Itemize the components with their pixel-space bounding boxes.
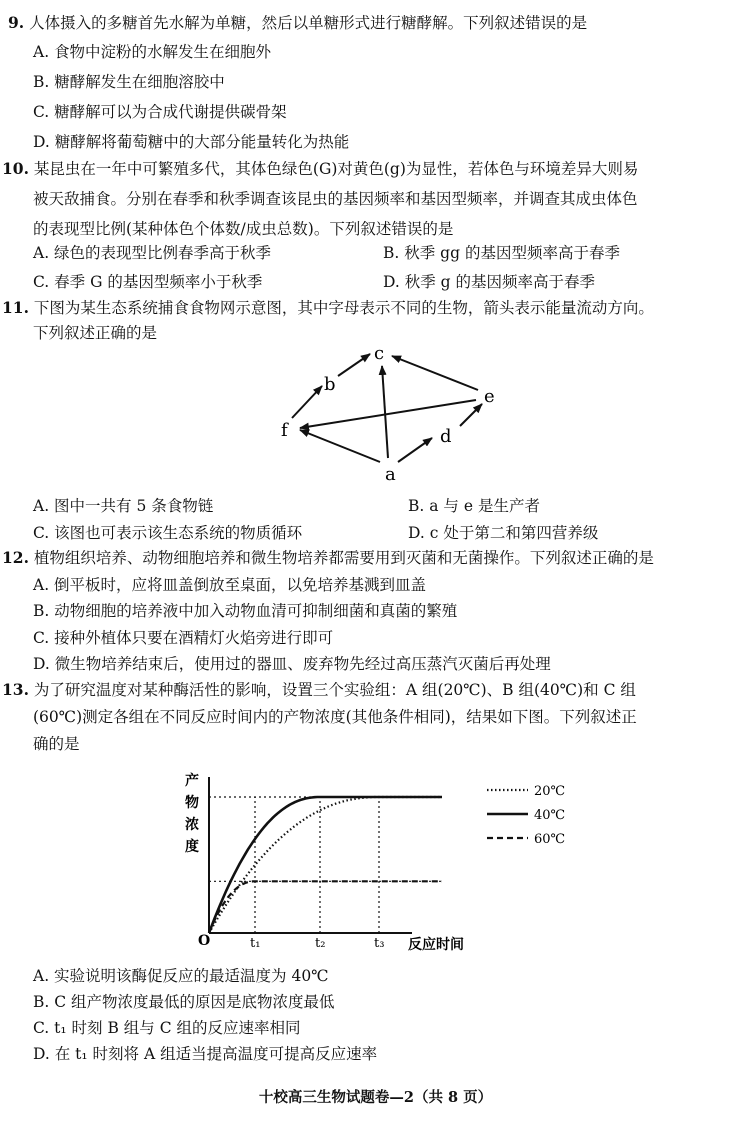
q13-stem-line-2: (60℃)测定各组在不同反应时间内的产物浓度(其他条件相同)，结果如下图。下列叙述正 [33,708,637,726]
q10-option-b: B. 秋季 gg 的基因型频率高于春季 [383,244,620,262]
q10-option-d: D. 秋季 g 的基因频率高于春季 [383,273,596,291]
q13-option-c: C. t₁ 时刻 B 组与 C 组的反应速率相同 [33,1019,301,1037]
q11-option-b: B. a 与 e 是生产者 [408,497,540,515]
node-e: e [484,386,495,407]
origin-label: O [198,933,211,949]
arrow-a-to-d [398,438,432,462]
q13-number: 13. [2,680,29,699]
q10-number: 10. [2,159,29,178]
q9-stem-text: 人体摄入的多糖首先水解为单糖，然后以单糖形式进行糖酵解。下列叙述错误的是 [29,14,588,32]
node-d: d [440,426,452,447]
q12-number: 12. [2,548,29,567]
q9-option-a: A. 食物中淀粉的水解发生在细胞外 [33,43,272,61]
y-axis-label-char: 物 [185,795,199,811]
q10-stem-line-2: 被天敌捕食。分别在春季和秋季调查该昆虫的基因频率和基因型频率，并调查其成虫体色 [33,190,638,208]
x-axis-label: 反应时间 [408,937,464,953]
node-c: c [374,343,385,364]
q11-number: 11. [2,298,29,317]
arrow-e-to-f [300,400,476,428]
q12-option-d: D. 微生物培养结束后，使用过的器皿、废弃物先经过高压蒸汽灭菌后再处理 [33,655,551,673]
q11-option-c: C. 该图也可表示该生态系统的物质循环 [33,524,303,542]
y-axis-label-char: 浓 [185,817,199,833]
q10-stem-line-3: 的表现型比例(某种体色个体数/成虫总数)。下列叙述错误的是 [33,220,454,238]
q12-option-a: A. 倒平板时，应将皿盖倒放至桌面，以免培养基溅到皿盖 [33,576,427,594]
legend-label: 60℃ [534,832,566,847]
q13-option-a: A. 实验说明该酶促反应的最适温度为 40℃ [33,967,329,985]
q9-option-d: D. 糖酵解将葡萄糖中的大部分能量转化为热能 [33,133,350,151]
arrow-d-to-e [460,404,482,426]
series-line-60℃ [209,881,442,933]
q11-stem-line-2: 下列叙述正确的是 [33,324,158,342]
arrow-a-to-f [300,430,380,462]
q9-number: 9. [8,13,25,32]
q12-option-b: B. 动物细胞的培养液中加入动物血清可抑制细菌和真菌的繁殖 [33,602,458,620]
q9-stem [8,12,587,34]
q13-stem-line-1 [2,679,636,701]
legend-label: 40℃ [534,808,566,823]
q12-stem-text: 植物组织培养、动物细胞培养和微生物培养都需要用到灭菌和无菌操作。下列叙述正确的是 [33,549,654,567]
arrow-f-to-b [292,386,322,418]
q12-option-c: C. 接种外植体只要在酒精灯火焰旁进行即可 [33,629,334,647]
q10-option-c: C. 春季 G 的基因型频率小于秋季 [33,273,263,291]
series-line-40℃ [209,797,442,933]
legend-label: 20℃ [534,784,566,799]
q12-stem [2,547,654,569]
y-axis-label-char: 度 [185,839,199,855]
page-footer: 十校高三生物试题卷—2（共 8 页） [258,1089,493,1106]
q13-option-d: D. 在 t₁ 时刻将 A 组适当提高温度可提高反应速率 [33,1045,378,1063]
arrow-e-to-c [392,356,478,390]
series-line-20℃ [209,797,442,933]
q11-option-d: D. c 处于第二和第四营养级 [408,524,599,542]
q13-option-b: B. C 组产物浓度最低的原因是底物浓度最低 [33,993,335,1011]
x-tick-label: t₁ [250,936,261,951]
node-a: a [385,464,396,485]
x-tick-label: t₂ [315,936,326,951]
q13-stem-line-3: 确的是 [33,735,80,753]
arrow-a-to-c [382,366,388,458]
enzyme-temperature-chart [180,765,580,960]
arrow-b-to-c [338,354,370,376]
y-axis-label-char: 产 [185,773,199,789]
q11-stem-text-1: 下图为某生态系统捕食食物网示意图，其中字母表示不同的生物，箭头表示能量流动方向。 [33,299,654,317]
q13-stem-text-1: 为了研究温度对某种酶活性的影响，设置三个实验组：A 组(20℃)、B 组(40℃)和 C 组 [33,681,636,699]
q11-option-a: A. 图中一共有 5 条食物链 [33,497,214,515]
q9-option-b: B. 糖酵解发生在细胞溶胶中 [33,73,225,91]
y-axis-label [185,772,199,855]
q10-option-a: A. 绿色的表现型比例春季高于秋季 [33,244,272,262]
q10-stem-text-1: 某昆虫在一年中可繁殖多代，其体色绿色(G)对黄色(g)为显性，若体色与环境差异大则易 [33,160,639,178]
q10-stem-line-1 [2,158,638,180]
node-f: f [281,420,288,441]
food-web-diagram [270,340,510,490]
q9-option-c: C. 糖酵解可以为合成代谢提供碳骨架 [33,103,287,121]
q11-stem-line-1 [2,297,654,319]
node-b: b [324,374,336,395]
x-tick-label: t₃ [374,936,385,951]
